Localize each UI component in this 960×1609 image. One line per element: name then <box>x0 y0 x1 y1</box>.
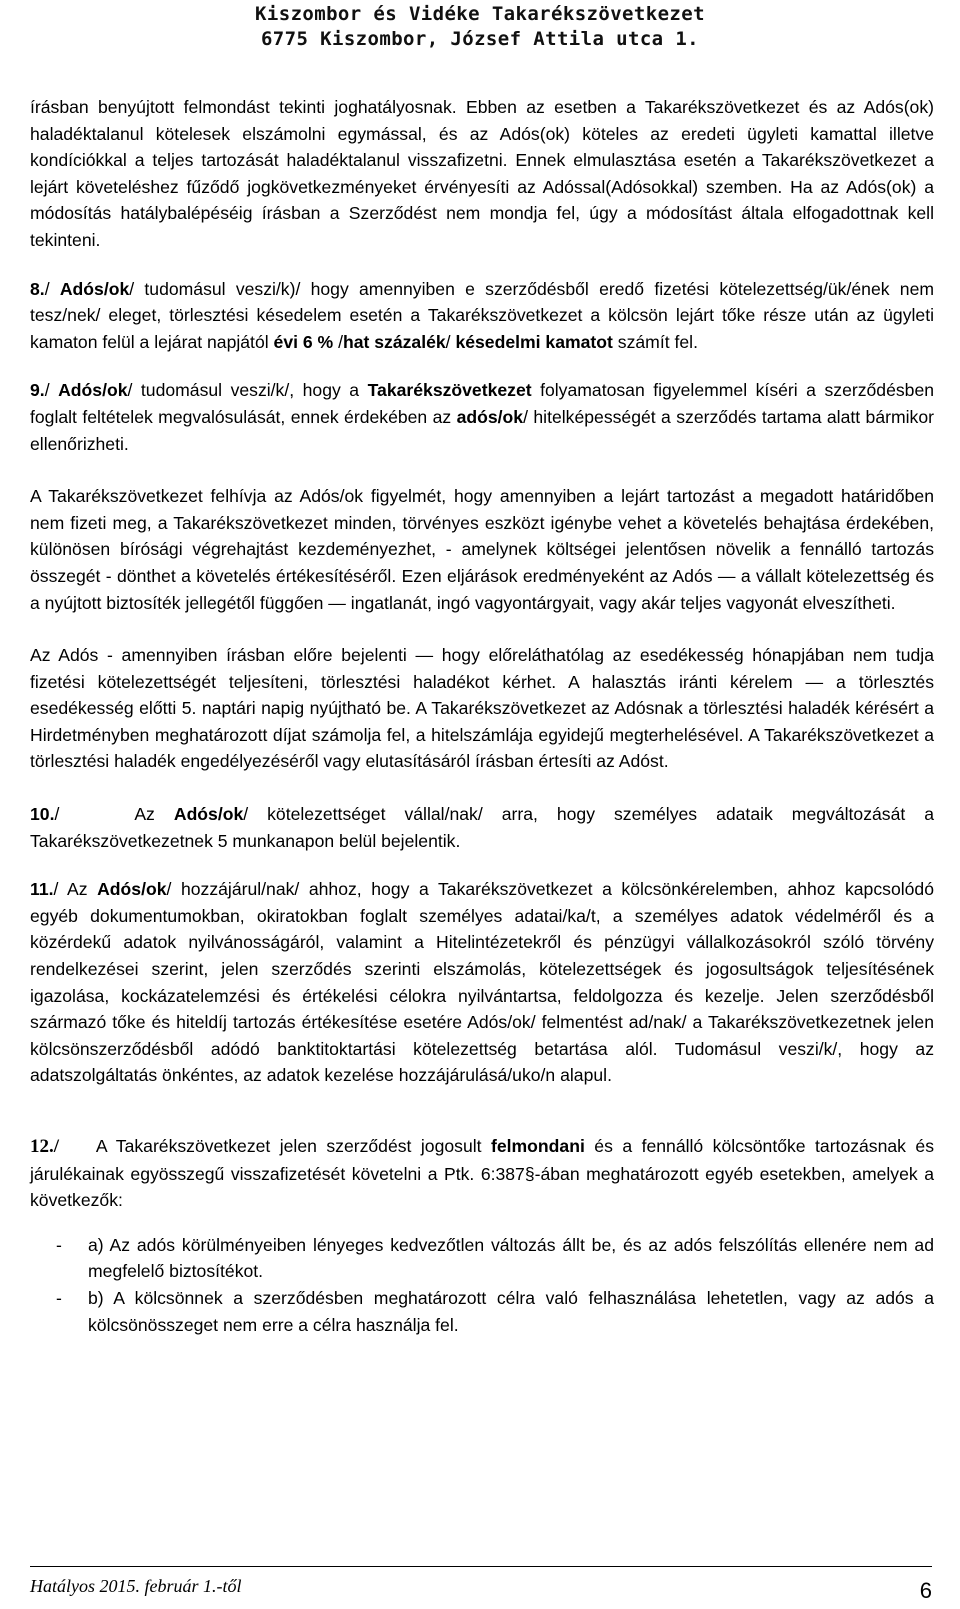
footer-divider <box>30 1566 932 1567</box>
list-item <box>30 1232 934 1285</box>
debtor-label: Adós/ok <box>173 804 244 825</box>
paragraph-collection-notice <box>30 483 934 616</box>
institution-address: 6775 Kiszombor, József Attila utca 1. <box>260 28 700 50</box>
section-9: 9./ Adós/ok/ tudomásul veszi/k/, hogy a Takarékszövetkezet folyamatosan figyelemmel kíséri a szerződésben foglalt feltételek megvalósulását, ennek érdekében az adós/ok/ hitelképességét a szerződés tartama alatt bármikor ellenőrizheti. <box>30 380 935 454</box>
paragraph-text: A Takarékszövetkezet felhívja az Adós/ok figyelmét, hogy amennyiben a lejárt tartozást a megadott határidőben nem fizeti meg, a Takarékszövetkezet minden, törvényes eszközt igénybe vehet a követelés behajtása érdekében, különösen bírósági végrehajtást kezdeményezhet, - amelynek költségei jelentősen növelik a fennálló tartozás összegét - dönthet a követelés értékesítéséről. Ezen eljárások eredményeként az Adós — a vállalt kötelezettség és a nyújtott biztosíték jellegétől függően — ingatlanát, ingó vagyontárgyait, vagy akár teljes vagyonát elveszítheti. <box>30 486 934 613</box>
paragraph-text: írásban benyújtott felmondást tekinti joghatályosnak. Ebben az esetben a Takarékszövetkezet és az Adós(ok) haladéktalanul kötelesek elszámolni egymással, és az Adós(ok) köteles az eredeti ügyleti kamattal illetve kondíciókkal a teljes tartozását haladéktalanul visszafizetni. Ennek elmulasztása esetén a Takarékszövetkezet a lejárt követeléshez fűződő jogkövetkezményeket érvényesíti az Adóssal(Adósokkal) szemben. Ha az Adós(ok) a módosítás hatálybalépéséig írásban a Szerződést nem mondja fel, úgy a módosítást általa elfogadottnak kell tekinteni. <box>30 97 934 250</box>
section-number: 11. <box>30 879 54 900</box>
letterhead <box>0 2 960 52</box>
late-interest-term: késedelmi kamatot <box>455 331 613 352</box>
section-12: 12./ A Takarékszövetkezet jelen szerződést jogosult felmondani és a fennálló kölcsöntőke tartozásnak és járulékainak egyösszegű visszafizetését követelni a Ptk. 6:387§-ában meghatározott egyéb esetekben, amelyek a következők: <box>30 1136 935 1211</box>
debtor-label: Adós/ok <box>59 278 130 299</box>
section-10: 10./ Az Adós/ok/ kötelezettséget vállal/nak/ arra, hogy személyes adataik megváltozását a Takarékszövetkezetnek 5 munkanapon belül bejelentik. <box>30 804 935 851</box>
section-number: 10. <box>30 804 55 825</box>
paragraph-text: Az Adós - amennyiben írásban előre bejelenti — hogy előreláthatólag az esedékesség hónapjában nem tudja fizetési kötelezettségét teljesíteni, törlesztési haladékot kérhet. A halasztás iránti kérelem — a törlesztés esedékesség előtti 5. naptári napig nyújtható be. A Takarékszövetkezet az Adósnak a törlesztési haladék kérésért a Hirdetményben meghatározott díjat számolja fel, a hitelszámlája egyidejű megterhelésével. A Takarékszövetkezet a törlesztési haladék engedélyezéséről vagy elutasításáról írásban értesíti az Adóst. <box>30 645 934 772</box>
termination-cases-list <box>30 1232 934 1338</box>
list-dash: - <box>56 1287 62 1308</box>
section-number: 8. <box>30 278 45 299</box>
paragraph-payment-deferral <box>30 642 934 775</box>
contract-body <box>30 94 934 1338</box>
interest-rate: évi 6 % <box>273 331 334 352</box>
interest-rate-words: hat százalék <box>342 331 446 352</box>
paragraph-continuation <box>30 94 934 254</box>
institution-name: Kiszombor és Vidéke Takarékszövetkezet <box>255 3 705 25</box>
debtor-label: adós/ok <box>456 406 524 427</box>
page-number: 6 <box>919 1578 932 1603</box>
section-8: 8./ Adós/ok/ tudomásul veszi/k)/ hogy amennyiben e szerződésből eredő fizetési kötelezettség/ük/ének nem tesz/nek/ eleget, törlesztési késedelem esetén a Takarékszövetkezet a kölcsön lejárt tőke része után az ügyleti kamaton felül a lejárat napjától évi 6 % /hat százalék/ késedelmi kamatot számít fel. <box>30 278 935 352</box>
debtor-label: Adós/ok <box>58 380 128 401</box>
page-footer <box>30 1566 932 1606</box>
section-11: 11./ Az Adós/ok/ hozzájárul/nak/ ahhoz, hogy a Takarékszövetkezet a kölcsönkérelemben, ahhoz kapcsolódó egyéb dokumentumokban, okiratokban foglalt személyes adatai/ka/t, a személyes adatok védelméről és a közérdekű adatok nyilvánosságáról, valamint a Hitelintézetekről és pénzügyi vállalkozásokról szóló törvény rendelkezései szerint, jelen szerződés szerinti elszámolás, kötelezettségek és jogosultságok teljesítésének igazolása, kockázatelemzési és értékelési célokra nyilvántartsa, feldolgozza és kezelje. Jelen szerződésből származó tőke és hiteldíj tartozás értékesítése esetére Adós/ok/ felmentést ad/nak/ a Takarékszövetkezetnek jelen kölcsönszerződésből adódó banktitoktartási kötelezettség betartása alól. Tudomásul veszi/k/, hogy az adatszolgáltatás önkéntes, az adatok kezelése hozzájárulásá/uko/n alapul. <box>30 879 934 1086</box>
list-item-text: a) Az adós körülményeiben lényeges kedvezőtlen változás állt be, és az adós felszólítás ellenére nem ad megfelelő biztosítékot. <box>88 1234 934 1282</box>
effective-date: Hatályos 2015. február 1.-től <box>30 1576 242 1596</box>
creditor-label: Takarékszövetkezet <box>367 380 532 401</box>
list-item-text: b) A kölcsönnek a szerződésben meghatározott célra való felhasználása lehetetlen, vagy az adós a kölcsönösszeget nem erre a célra használja fel. <box>88 1287 934 1335</box>
debtor-label: Adós/ok <box>97 879 167 900</box>
section-number: 12./ <box>30 1136 60 1157</box>
list-dash: - <box>56 1234 62 1255</box>
section-number: 9. <box>30 380 45 401</box>
termination-term: felmondani <box>491 1136 585 1156</box>
list-item <box>30 1285 934 1338</box>
